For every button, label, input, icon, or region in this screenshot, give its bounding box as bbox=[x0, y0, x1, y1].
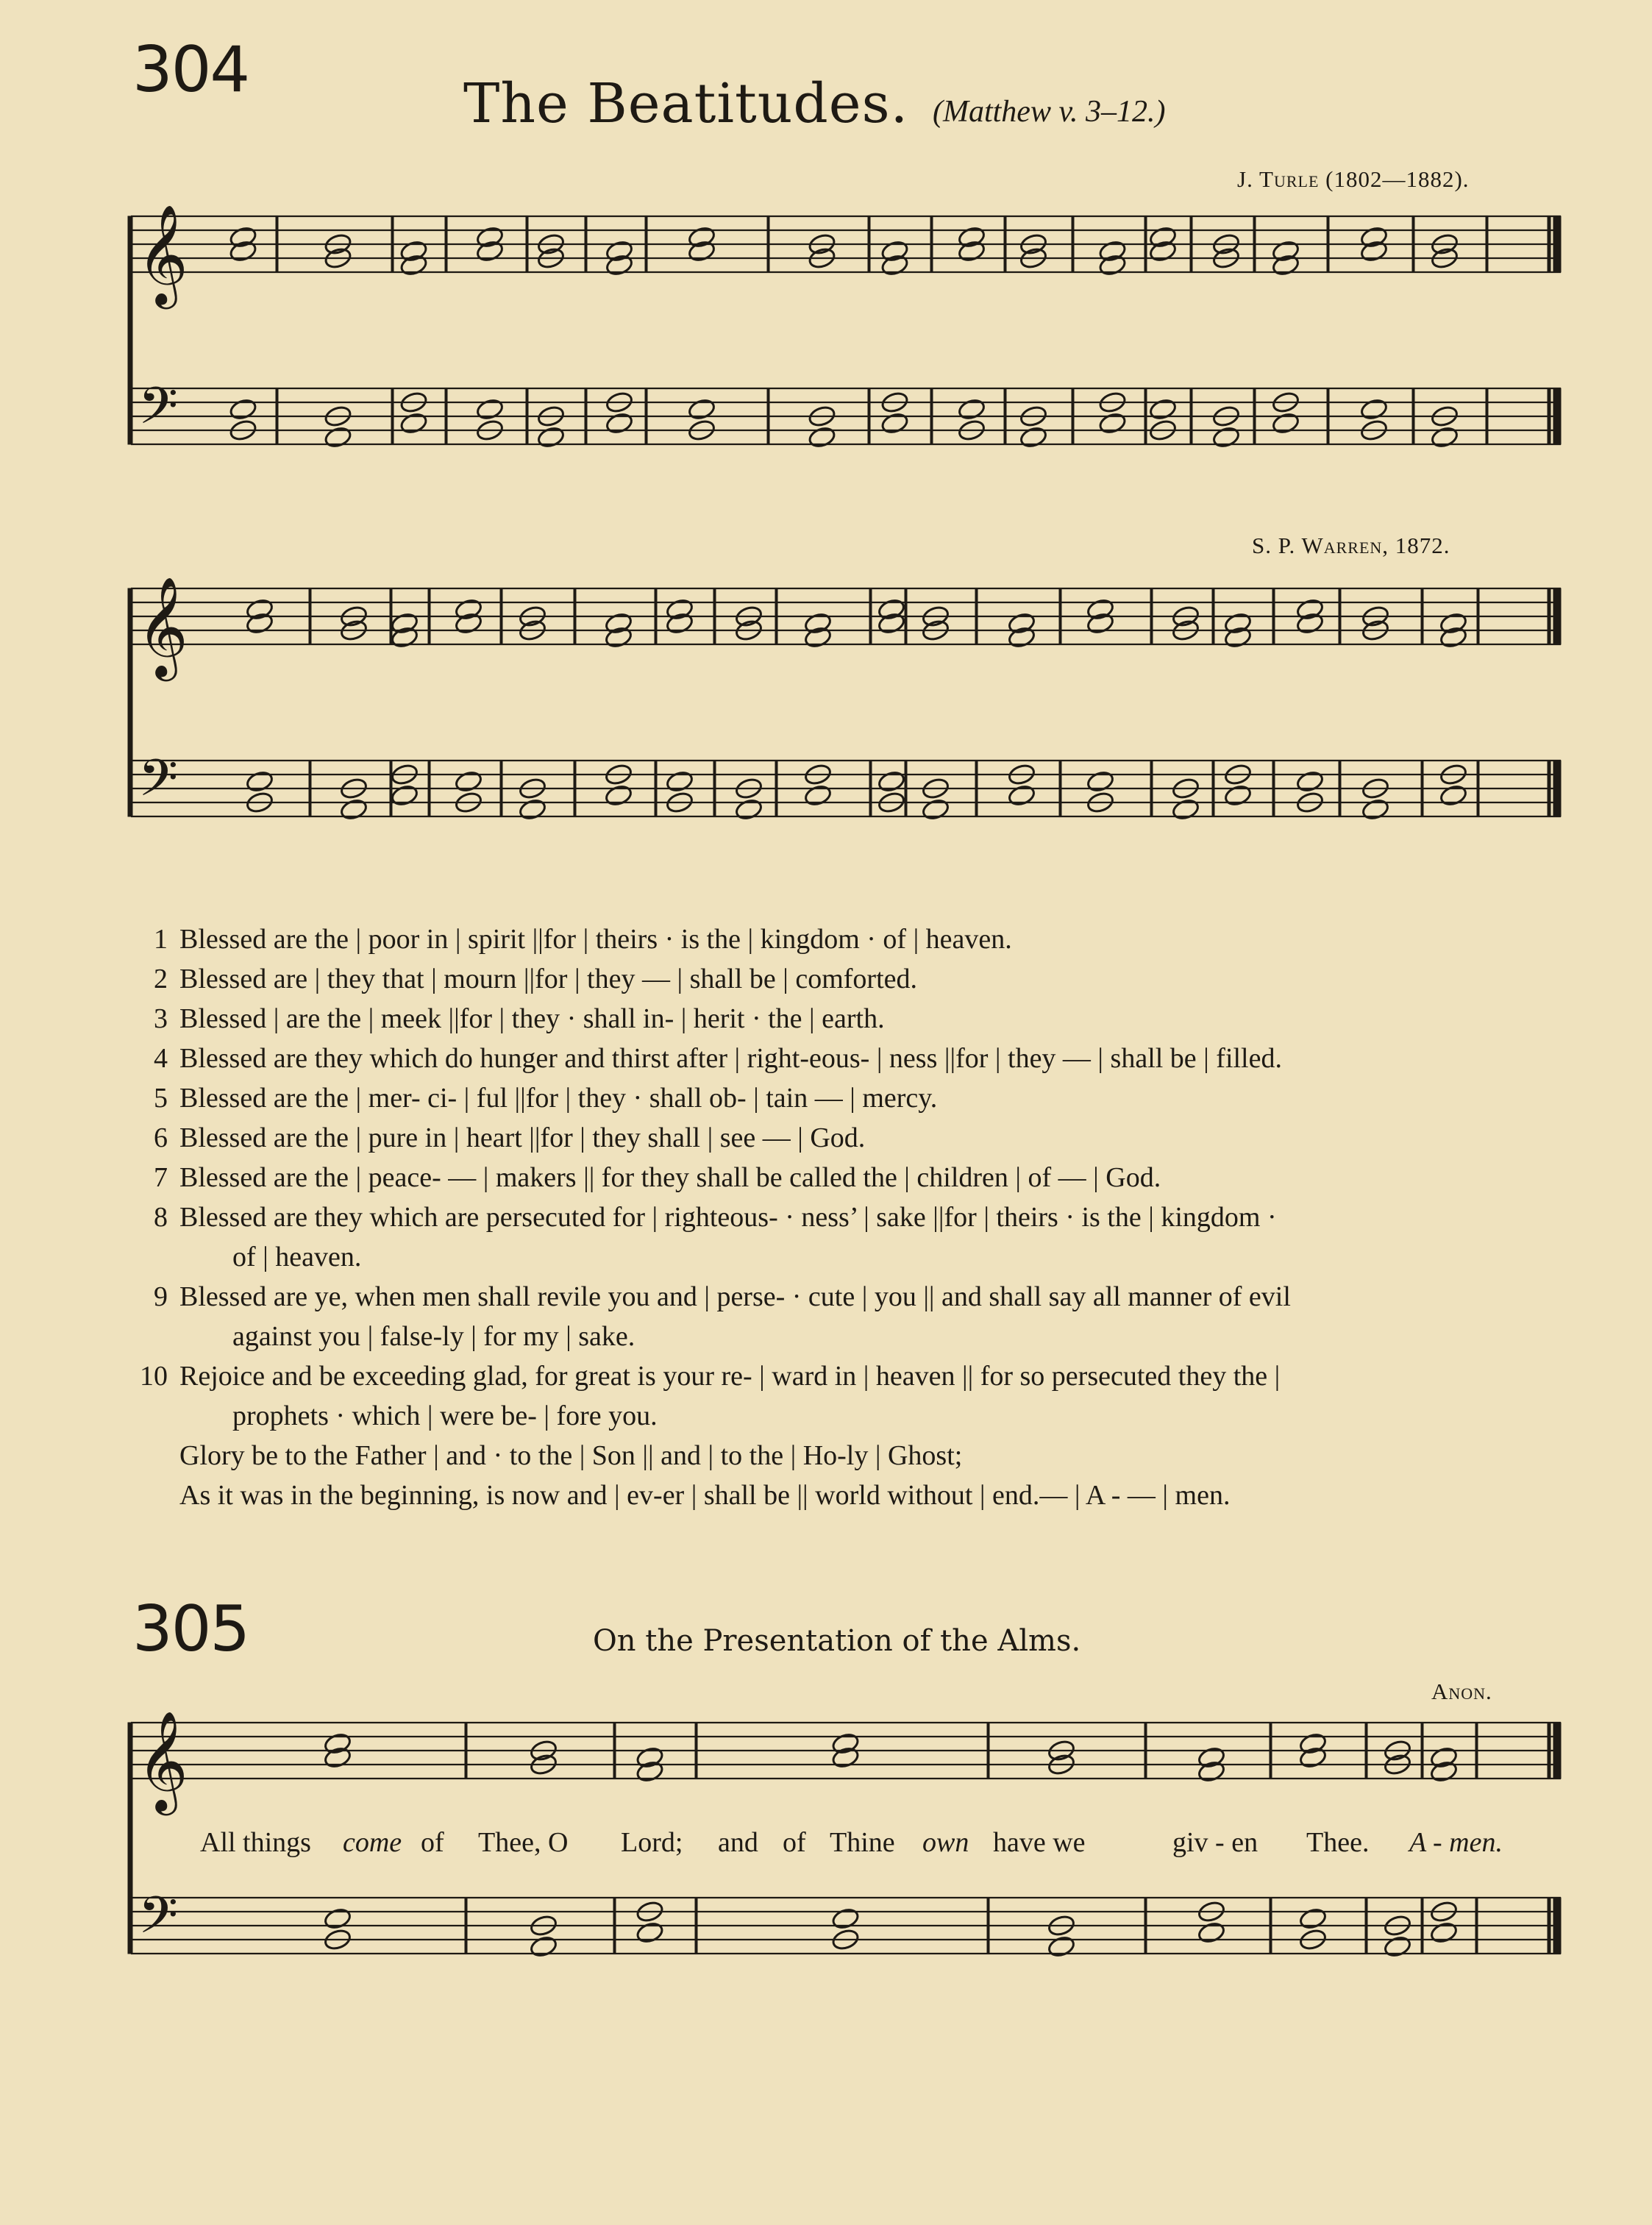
barline bbox=[1144, 1723, 1147, 1779]
barline bbox=[975, 588, 978, 644]
half-note bbox=[687, 397, 716, 421]
barline bbox=[1270, 1723, 1272, 1779]
composer-warren: S. P. Warren, 1872. bbox=[1252, 533, 1450, 558]
half-note bbox=[1271, 411, 1300, 435]
barline bbox=[309, 761, 311, 816]
barline bbox=[1072, 388, 1074, 444]
barline bbox=[869, 761, 872, 816]
barline bbox=[987, 1898, 989, 1954]
half-note bbox=[1430, 425, 1459, 449]
barline bbox=[713, 761, 716, 816]
underlay-11: giv - en bbox=[1172, 1827, 1258, 1858]
barline bbox=[390, 761, 392, 816]
barline bbox=[695, 1898, 697, 1954]
barline bbox=[645, 388, 647, 444]
final-barline bbox=[1553, 216, 1561, 272]
half-note bbox=[605, 411, 633, 435]
barline bbox=[526, 216, 528, 272]
barline bbox=[1475, 1723, 1478, 1779]
half-note bbox=[1383, 1934, 1411, 1958]
barline bbox=[1272, 588, 1275, 644]
barline bbox=[1327, 216, 1329, 272]
half-note bbox=[665, 769, 694, 793]
barline bbox=[868, 216, 870, 272]
barline bbox=[1270, 1898, 1272, 1954]
underlay-4: Thee, O bbox=[478, 1827, 569, 1858]
half-note bbox=[475, 397, 504, 421]
final-barline bbox=[1548, 216, 1550, 272]
barline bbox=[1421, 761, 1423, 816]
barline bbox=[465, 1898, 467, 1954]
underlay-7: of bbox=[783, 1827, 806, 1858]
half-note bbox=[803, 783, 832, 807]
final-barline bbox=[1553, 1898, 1561, 1954]
barline bbox=[767, 388, 769, 444]
barline bbox=[1412, 216, 1414, 272]
barline bbox=[975, 761, 978, 816]
verse-9: 9 Blessed are ye, when men shall revile you and | perse- · cute | you || and shall say all manner of evil against you | false-ly | for my | sake. bbox=[154, 1281, 1291, 1352]
barline bbox=[1059, 761, 1061, 816]
half-note bbox=[1007, 783, 1036, 807]
barline bbox=[987, 1723, 989, 1779]
barline bbox=[1421, 588, 1423, 644]
barline bbox=[930, 388, 933, 444]
barline bbox=[1477, 588, 1479, 644]
barline bbox=[695, 1723, 697, 1779]
half-note bbox=[518, 797, 546, 821]
system-barline bbox=[128, 588, 132, 816]
barline bbox=[391, 388, 394, 444]
barline bbox=[1144, 1898, 1147, 1954]
half-note bbox=[880, 411, 909, 435]
barline bbox=[465, 1723, 467, 1779]
half-note bbox=[1295, 769, 1324, 793]
barline bbox=[445, 216, 447, 272]
verse-3: 3 Blessed | are the | meek ||for | they · shall in- | herit · the | earth. bbox=[154, 1003, 885, 1034]
barline bbox=[574, 761, 576, 816]
chant-verses bbox=[132, 919, 1574, 1515]
barline bbox=[869, 588, 872, 644]
final-barline bbox=[1548, 388, 1550, 444]
gloria-line-2: As it was in the beginning, is now and | ev-er | shall be || world without | end.— | A - — | men. bbox=[179, 1480, 1231, 1511]
final-barline bbox=[1553, 388, 1561, 444]
barline bbox=[613, 1898, 616, 1954]
barline bbox=[1421, 1898, 1423, 1954]
verse-4: 4 Blessed are they which do hunger and thirst after | right-eous- | ness ||for | they — | shall be | filled. bbox=[154, 1043, 1282, 1074]
barline bbox=[390, 588, 392, 644]
barline bbox=[526, 388, 528, 444]
half-note bbox=[957, 397, 986, 421]
final-barline bbox=[1548, 588, 1550, 644]
underlay-9: own bbox=[922, 1827, 969, 1858]
barline bbox=[1253, 388, 1256, 444]
underlay-12: Thee. bbox=[1306, 1827, 1370, 1858]
barline bbox=[1365, 1898, 1367, 1954]
final-barline bbox=[1553, 588, 1561, 644]
half-note bbox=[1211, 425, 1240, 449]
half-note bbox=[1086, 769, 1114, 793]
barline bbox=[613, 1723, 616, 1779]
bass-clef-icon: 𝄢 bbox=[138, 376, 179, 448]
half-note bbox=[1148, 397, 1177, 421]
underlay-8: Thine bbox=[830, 1827, 895, 1858]
final-barline bbox=[1548, 1898, 1550, 1954]
barline bbox=[585, 388, 587, 444]
barline bbox=[1339, 588, 1341, 644]
barline bbox=[775, 588, 777, 644]
barline bbox=[1059, 588, 1061, 644]
half-note bbox=[454, 769, 483, 793]
half-note bbox=[734, 797, 763, 821]
barline bbox=[905, 761, 907, 816]
underlay-1: All things bbox=[200, 1827, 311, 1858]
hymn-title: The Beatitudes. bbox=[463, 72, 909, 135]
underlay-13: A - men. bbox=[1409, 1827, 1503, 1858]
barline bbox=[1072, 216, 1074, 272]
hymn-number-304: 304 bbox=[132, 33, 249, 107]
half-note bbox=[1298, 1907, 1327, 1930]
half-note bbox=[1223, 783, 1252, 807]
half-note bbox=[1361, 797, 1389, 821]
verse-10: 10 Rejoice and be exceeding glad, for great is your re- | ward in | heaven || for so persecuted they the | prophets · which | were be- | fore you. bbox=[140, 1361, 1281, 1431]
hymn-subtitle: On the Presentation of the Alms. bbox=[593, 1624, 1081, 1658]
barline bbox=[1190, 216, 1192, 272]
treble-clef-icon: 𝄞 bbox=[137, 203, 188, 305]
underlay-2: come bbox=[343, 1827, 402, 1858]
scripture-reference: (Matthew v. 3–12.) bbox=[933, 95, 1166, 129]
hymn-number-305: 305 bbox=[132, 1592, 249, 1666]
verse-7: 7 Blessed are the | peace- — | makers || for they shall be called the | children | of — | God. bbox=[154, 1162, 1161, 1193]
barline bbox=[905, 588, 907, 644]
treble-clef-icon: 𝄞 bbox=[137, 575, 188, 677]
underlay-6: and bbox=[718, 1827, 758, 1858]
underlay-3: of bbox=[421, 1827, 444, 1858]
barline bbox=[1253, 216, 1256, 272]
barline bbox=[276, 216, 278, 272]
barline bbox=[1365, 1723, 1367, 1779]
barline bbox=[767, 216, 769, 272]
underlay-10: have we bbox=[993, 1827, 1086, 1858]
barline bbox=[276, 388, 278, 444]
gloria-line-1: Glory be to the Father | and · to the | Son || and | to the | Ho-ly | Ghost; bbox=[179, 1440, 963, 1471]
barline bbox=[1475, 1898, 1478, 1954]
barline bbox=[1150, 588, 1153, 644]
final-barline bbox=[1553, 1723, 1561, 1779]
barline bbox=[655, 588, 657, 644]
half-note bbox=[635, 1920, 664, 1944]
half-note bbox=[245, 769, 274, 793]
half-note bbox=[1439, 783, 1467, 807]
bass-clef-icon: 𝄢 bbox=[138, 1885, 179, 1957]
barline bbox=[1486, 216, 1488, 272]
half-note bbox=[1047, 1934, 1075, 1958]
barline bbox=[309, 588, 311, 644]
system-barline bbox=[128, 216, 132, 444]
half-note bbox=[921, 797, 950, 821]
verse-5: 5 Blessed are the | mer- ci- | ful ||for | they · shall ob- | tain — | mercy. bbox=[154, 1083, 938, 1114]
barline bbox=[1272, 761, 1275, 816]
barline bbox=[391, 216, 394, 272]
half-note bbox=[229, 397, 257, 421]
half-note bbox=[1019, 425, 1047, 449]
half-note bbox=[536, 425, 565, 449]
barline bbox=[428, 761, 430, 816]
barline bbox=[1190, 388, 1192, 444]
half-note bbox=[529, 1934, 558, 1958]
half-note bbox=[1197, 1920, 1225, 1944]
final-barline bbox=[1548, 761, 1550, 816]
barline bbox=[1212, 761, 1214, 816]
half-note bbox=[831, 1907, 860, 1930]
barline bbox=[713, 588, 716, 644]
barline bbox=[1486, 388, 1488, 444]
barline bbox=[1004, 216, 1006, 272]
barline bbox=[930, 216, 933, 272]
barline bbox=[1144, 216, 1147, 272]
verse-1: 1 Blessed are the | poor in | spirit ||for | theirs · is the | kingdom · of | heaven. bbox=[154, 924, 1012, 955]
half-note bbox=[399, 411, 428, 435]
half-note bbox=[1171, 797, 1200, 821]
verse-8: 8 Blessed are they which are persecuted for | righteous- · ness’ | sake ||for | theirs · is the | kingdom · of | heaven. bbox=[154, 1202, 1277, 1272]
barline bbox=[574, 588, 576, 644]
half-note bbox=[390, 783, 419, 807]
half-note bbox=[1429, 1920, 1458, 1944]
final-barline bbox=[1553, 761, 1561, 816]
verse-6: 6 Blessed are the | pure in | heart ||for | they shall | see — | God. bbox=[154, 1122, 866, 1153]
composer-turle: J. Turle (1802—1882). bbox=[1237, 166, 1470, 192]
barline bbox=[868, 388, 870, 444]
barline bbox=[428, 588, 430, 644]
barline bbox=[1477, 761, 1479, 816]
barline bbox=[1150, 761, 1153, 816]
half-note bbox=[324, 425, 352, 449]
system-barline bbox=[128, 1723, 132, 1954]
half-note bbox=[1359, 397, 1388, 421]
barline bbox=[500, 761, 502, 816]
half-note bbox=[323, 1907, 352, 1930]
barline bbox=[1327, 388, 1329, 444]
half-note bbox=[604, 783, 633, 807]
barline bbox=[500, 588, 502, 644]
barline bbox=[1212, 588, 1214, 644]
barline bbox=[585, 216, 587, 272]
barline bbox=[655, 761, 657, 816]
barline bbox=[1421, 1723, 1423, 1779]
underlay-5: Lord; bbox=[621, 1827, 683, 1858]
half-note bbox=[1098, 411, 1127, 435]
final-barline bbox=[1548, 1723, 1550, 1779]
half-note bbox=[339, 797, 368, 821]
barline bbox=[775, 761, 777, 816]
barline bbox=[1004, 388, 1006, 444]
barline bbox=[1339, 761, 1341, 816]
barline bbox=[645, 216, 647, 272]
barline bbox=[1412, 388, 1414, 444]
bass-clef-icon: 𝄢 bbox=[138, 748, 179, 820]
treble-clef-icon: 𝄞 bbox=[137, 1709, 188, 1811]
verse-2: 2 Blessed are | they that | mourn ||for | they — | shall be | comforted. bbox=[154, 964, 917, 994]
barline bbox=[1144, 388, 1147, 444]
half-note bbox=[877, 769, 905, 793]
half-note bbox=[808, 425, 836, 449]
composer-anon: Anon. bbox=[1431, 1678, 1492, 1704]
barline bbox=[445, 388, 447, 444]
